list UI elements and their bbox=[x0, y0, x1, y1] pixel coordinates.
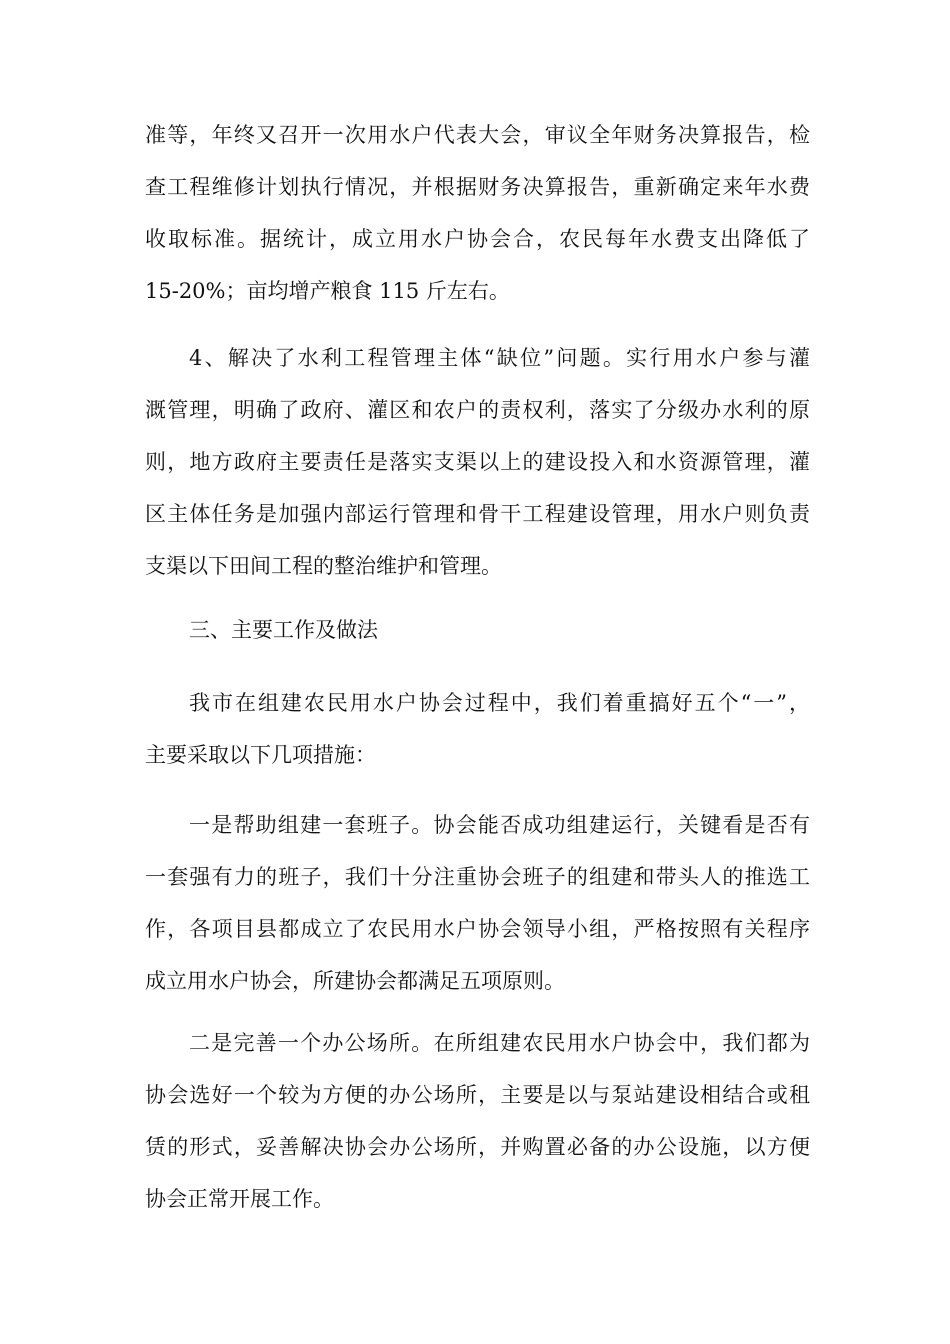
paragraph-office-space bbox=[145, 1017, 810, 1225]
paragraph-leadership-team bbox=[145, 799, 810, 1007]
text-line: 则，地方政府主要责任是落实支渠以上的建设投入和水资源管理，灌 bbox=[145, 450, 810, 474]
text-line: 作，各项目县都成立了农民用水户协会领导小组，严格按照有关程序 bbox=[145, 917, 810, 941]
text-line: 一套强有力的班子，我们十分注重协会班子的组建和带头人的推选工 bbox=[145, 865, 810, 889]
paragraph-management-subject bbox=[145, 332, 810, 592]
text-line: 查工程维修计划执行情况，并根据财务决算报告，重新确定来年水费 bbox=[145, 175, 810, 199]
paragraph-five-ones-intro bbox=[145, 677, 810, 781]
text-line: 准等，年终又召开一次用水户代表大会，审议全年财务决算报告，检 bbox=[145, 123, 810, 147]
text-line: 赁的形式，妥善解决协会办公场所，并购置必备的办公设施，以方便 bbox=[145, 1135, 810, 1159]
section-heading: 三、主要工作及做法 bbox=[189, 618, 378, 642]
text-line: 15-20%；亩均增产粮食 115 斤左右。 bbox=[145, 279, 510, 303]
text-line: 收取标准。据统计，成立用水户协会合，农民每年水费支出降低了 bbox=[145, 227, 810, 251]
text-line: 成立用水户协会，所建协会都满足五项原则。 bbox=[145, 969, 565, 993]
text-line: 支渠以下田间工程的整治维护和管理。 bbox=[145, 554, 502, 578]
text-line: 我市在组建农民用水户协会过程中，我们着重搞好五个“一”， bbox=[189, 691, 810, 715]
text-line: 协会正常开展工作。 bbox=[145, 1187, 334, 1211]
text-line: 协会选好一个较为方便的办公场所，主要是以与泵站建设相结合或租 bbox=[145, 1083, 810, 1107]
text-line: 主要采取以下几项措施： bbox=[145, 743, 376, 767]
text-line: 4、解决了水利工程管理主体“缺位”问题。实行用水户参与灌 bbox=[189, 346, 810, 370]
paragraph-water-fee-continuation bbox=[145, 109, 810, 317]
text-line: 二是完善一个办公场所。在所组建农民用水户协会中，我们都为 bbox=[189, 1031, 810, 1055]
text-line: 区主体任务是加强内部运行管理和骨干工程建设管理，用水户则负责 bbox=[145, 502, 810, 526]
text-line: 一是帮助组建一套班子。协会能否成功组建运行，关键看是否有 bbox=[189, 813, 810, 837]
text-line: 溉管理，明确了政府、灌区和农户的责权利，落实了分级办水利的原 bbox=[145, 398, 810, 422]
